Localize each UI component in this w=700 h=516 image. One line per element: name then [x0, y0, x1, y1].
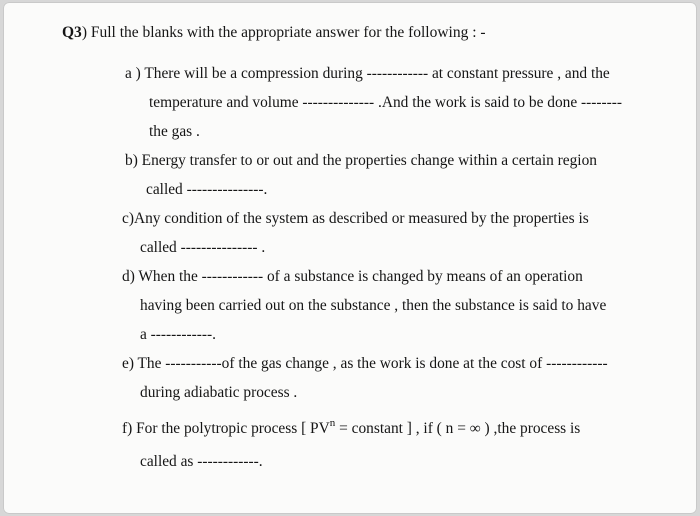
- item-e-line-1: e) The -----------of the gas change , as the work is done at the cost of ------------: [122, 355, 608, 372]
- item-a-line-1: a ) There will be a compression during ------------ at constant pressure , and the: [125, 65, 610, 82]
- question-number: Q3: [62, 24, 82, 41]
- item-f-line-1: [122, 417, 581, 439]
- item-d-line-3: a ------------.: [140, 326, 217, 343]
- item-e-line-2: during adiabatic process .: [140, 384, 298, 401]
- document-page: [3, 2, 697, 514]
- item-c-line-2: called --------------- .: [140, 239, 266, 256]
- item-c-line-1: c)Any condition of the system as described or measured by the properties is: [122, 210, 589, 227]
- item-d-line-1: d) When the ------------ of a substance is changed by means of an operation: [122, 268, 583, 285]
- item-f-text-end: = constant ] , if ( n = ∞ ) ,the process is: [335, 420, 581, 437]
- item-a-line-2: temperature and volume -------------- .And the work is said to be done --------: [149, 94, 623, 111]
- question-instruction: ) Full the blanks with the appropriate answer for the following : -: [81, 24, 486, 41]
- item-f-line-2: called as ------------.: [140, 453, 263, 470]
- item-b-line-1: b) Energy transfer to or out and the properties change within a certain region: [125, 152, 597, 169]
- item-d-line-2: having been carried out on the substance , then the substance is said to have: [140, 297, 607, 314]
- question-header: [62, 24, 486, 42]
- item-b-line-2: called ---------------.: [146, 181, 268, 198]
- item-a-line-3: the gas .: [149, 123, 200, 140]
- exponent-n: n: [329, 417, 336, 429]
- item-f-text-start: f) For the polytropic process [ PV: [122, 420, 330, 437]
